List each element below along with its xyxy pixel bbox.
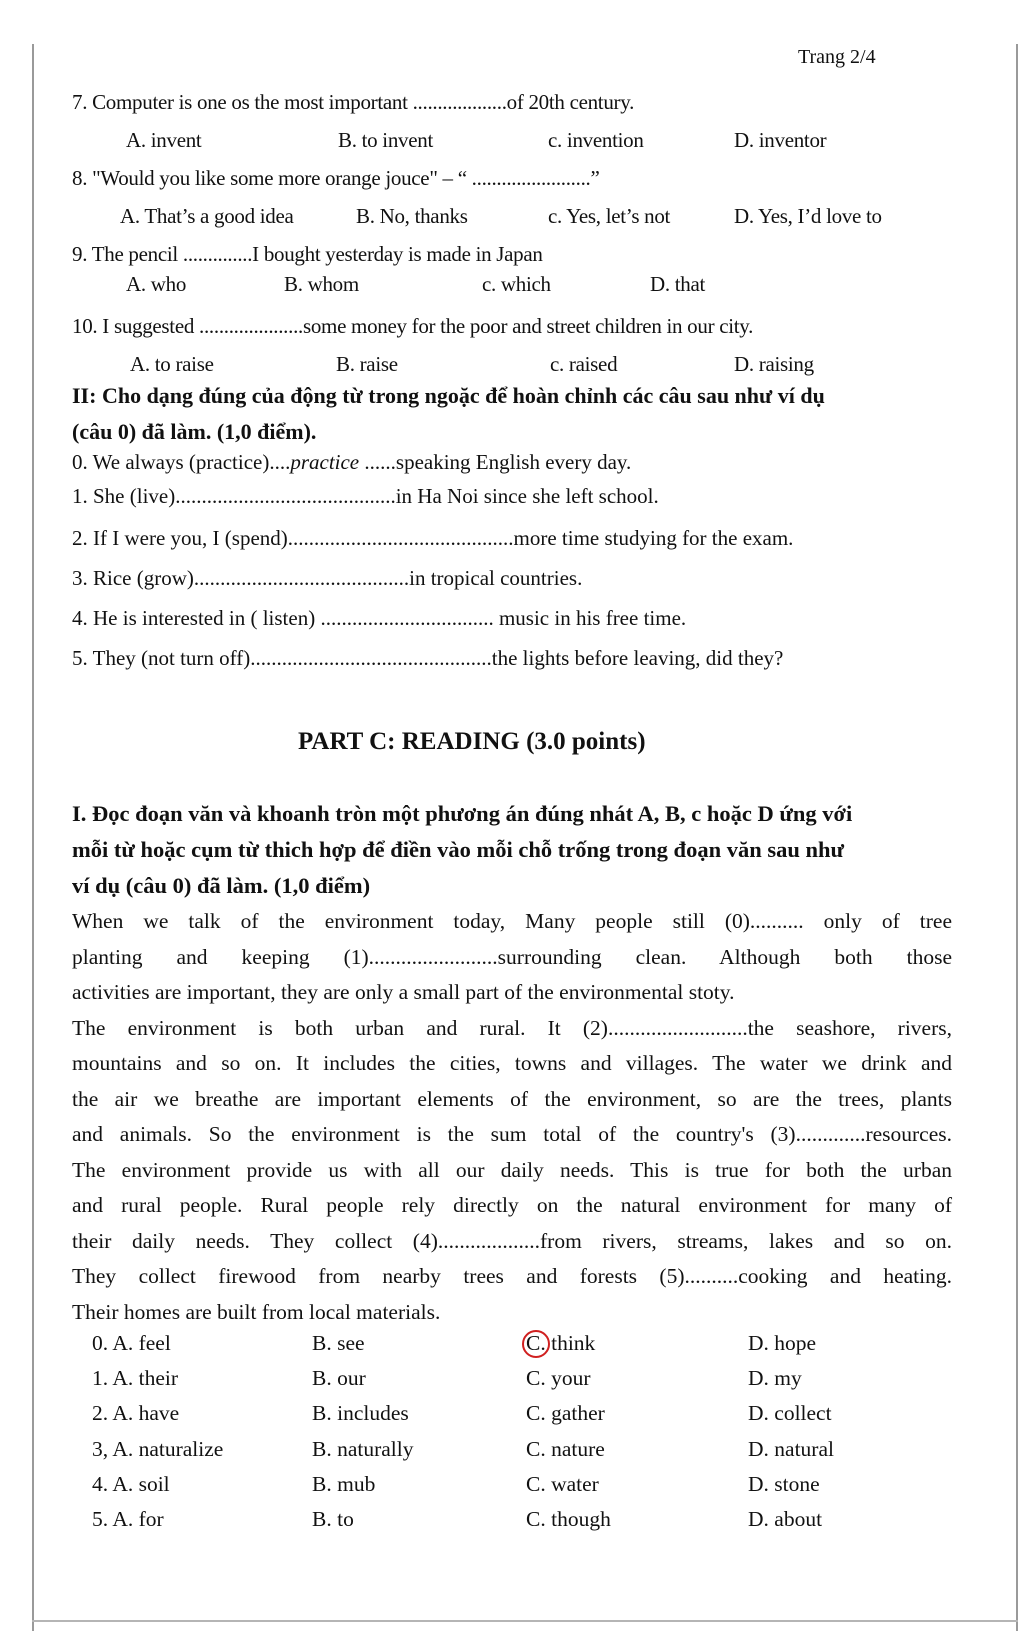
answer-4-a: 4. A. soil bbox=[92, 1472, 170, 1496]
part-c-title: PART C: READING (3.0 points) bbox=[298, 728, 646, 755]
passage-line: planting and keeping (1)........................surrounding clean. Although both those bbox=[72, 944, 952, 969]
answer-1-b: B. our bbox=[312, 1366, 366, 1390]
q10-option-b: B. raise bbox=[336, 352, 398, 376]
q9-option-d: D. that bbox=[650, 272, 706, 296]
passage-line: and rural people. Rural people rely directly on the natural environment for many of bbox=[72, 1193, 952, 1217]
q8-option-d: D. Yes, I’d love to bbox=[734, 204, 882, 228]
q7-option-c: c. invention bbox=[548, 128, 644, 152]
right-border-line bbox=[1016, 44, 1018, 1631]
passage-line: mountains and so on. It includes the cities, towns and villages. The water we drink and bbox=[72, 1051, 952, 1075]
answer-3-c: C. nature bbox=[526, 1437, 605, 1461]
answer-0-b: B. see bbox=[312, 1331, 365, 1355]
answer-4-c: C. water bbox=[526, 1472, 599, 1496]
passage-line: The environment provide us with all our daily needs. This is true for both the urban bbox=[72, 1157, 952, 1182]
answer-2-b: B. includes bbox=[312, 1401, 409, 1425]
bottom-border-line bbox=[32, 1620, 1018, 1622]
example-answer: practice bbox=[290, 450, 360, 474]
verb-item-1: 1. She (live)..........................................in Ha Noi since she left school. bbox=[72, 484, 659, 508]
passage-line: They collect firewood from nearby trees and forests (5)..........cooking and heating. bbox=[72, 1264, 952, 1288]
question-7: 7. Computer is one os the most important ...................of 20th century. bbox=[72, 90, 635, 114]
q10-option-c: c. raised bbox=[550, 352, 618, 376]
section-2-heading-line-1: II: Cho dạng đúng của động từ trong ngoặc để hoàn chỉnh các câu sau như ví dụ bbox=[72, 383, 825, 408]
q9-option-b: B. whom bbox=[284, 272, 359, 296]
passage-line: their daily needs. They collect (4)...................from rivers, streams, lakes and so on. bbox=[72, 1228, 952, 1253]
q9-option-a: A. who bbox=[126, 272, 187, 296]
answer-5-c: C. though bbox=[526, 1507, 611, 1531]
q7-option-a: A. invent bbox=[126, 128, 202, 152]
passage-line: The environment is both urban and rural. It (2)..........................the seashore, rivers, bbox=[72, 1015, 952, 1040]
verb-item-4: 4. He is interested in ( listen) ................................. music in his free time. bbox=[72, 606, 687, 630]
q10-option-d: D. raising bbox=[734, 352, 814, 376]
answer-3-d: D. natural bbox=[748, 1437, 834, 1461]
answer-0-c-label: C. think bbox=[526, 1331, 596, 1355]
passage-line: and animals. So the environment is the sum total of the country's (3).............resources. bbox=[72, 1122, 952, 1146]
answer-3-a: 3, A. naturalize bbox=[92, 1437, 224, 1461]
part-c-heading-line-1: I. Đọc đoạn văn và khoanh tròn một phương án đúng nhát A, B, c hoặc D ứng với bbox=[72, 801, 853, 826]
answer-1-c: C. your bbox=[526, 1366, 591, 1390]
answer-5-b: B. to bbox=[312, 1507, 354, 1531]
q9-option-c: c. which bbox=[482, 272, 551, 296]
answer-4-b: B. mub bbox=[312, 1472, 376, 1496]
selected-answer-circle-icon bbox=[522, 1330, 550, 1358]
answer-2-c: C. gather bbox=[526, 1401, 605, 1425]
answer-4-d: D. stone bbox=[748, 1472, 820, 1496]
answer-2-d: D. collect bbox=[748, 1401, 832, 1425]
q8-option-b: B. No, thanks bbox=[356, 204, 468, 228]
section-2-heading-line-2: (câu 0) đã làm. (1,0 điểm). bbox=[72, 419, 317, 444]
answer-0-a: 0. A. feel bbox=[92, 1331, 171, 1355]
verb-item-3: 3. Rice (grow).........................................in tropical countries. bbox=[72, 566, 583, 590]
q7-option-b: B. to invent bbox=[338, 128, 433, 152]
answer-2-a: 2. A. have bbox=[92, 1401, 180, 1425]
part-c-heading-line-2: mỗi từ hoặc cụm từ thich hợp để điền vào mỗi chỗ trống trong đoạn văn sau như bbox=[72, 837, 845, 862]
verb-item-5: 5. They (not turn off)..............................................the lights before leaving, did they? bbox=[72, 646, 784, 670]
left-border-line bbox=[32, 44, 34, 1631]
part-c-heading-line-3: ví dụ (câu 0) đã làm. (1,0 điểm) bbox=[72, 873, 371, 898]
q10-option-a: A. to raise bbox=[130, 352, 214, 376]
passage-line: Their homes are built from local materials. bbox=[72, 1299, 441, 1324]
q8-option-a: A. That’s a good idea bbox=[120, 204, 294, 228]
example-pre: 0. We always (practice).... bbox=[72, 450, 291, 474]
answer-5-d: D. about bbox=[748, 1507, 823, 1531]
reading-passage bbox=[72, 904, 952, 1330]
passage-line: activities are important, they are only a small part of the environmental stoty. bbox=[72, 980, 735, 1004]
answer-0-d: D. hope bbox=[748, 1331, 817, 1355]
question-8: 8. "Would you like some more orange jouce" – “ ........................” bbox=[72, 166, 600, 190]
passage-line: the air we breathe are important elements of the environment, so are the trees, plants bbox=[72, 1086, 952, 1111]
answer-3-b: B. naturally bbox=[312, 1437, 414, 1461]
example-post: ......speaking English every day. bbox=[359, 450, 632, 474]
answer-1-a: 1. A. their bbox=[92, 1366, 178, 1390]
page-number: Trang 2/4 bbox=[798, 46, 876, 68]
answer-5-a: 5. A. for bbox=[92, 1507, 164, 1531]
answer-1-d: D. my bbox=[748, 1366, 802, 1390]
passage-line: When we talk of the environment today, Many people still (0).......... only of tree bbox=[72, 909, 952, 933]
question-9: 9. The pencil ..............I bought yesterday is made in Japan bbox=[72, 242, 543, 266]
question-10: 10. I suggested .....................some money for the poor and street children in our city. bbox=[72, 314, 754, 338]
q7-option-d: D. inventor bbox=[734, 128, 827, 152]
verb-item-2: 2. If I were you, I (spend)...........................................more time studying for the exam. bbox=[72, 526, 794, 550]
answer-0-c-circled bbox=[526, 1331, 595, 1356]
example-sentence bbox=[72, 450, 631, 475]
q8-option-c: c. Yes, let’s not bbox=[548, 204, 671, 228]
